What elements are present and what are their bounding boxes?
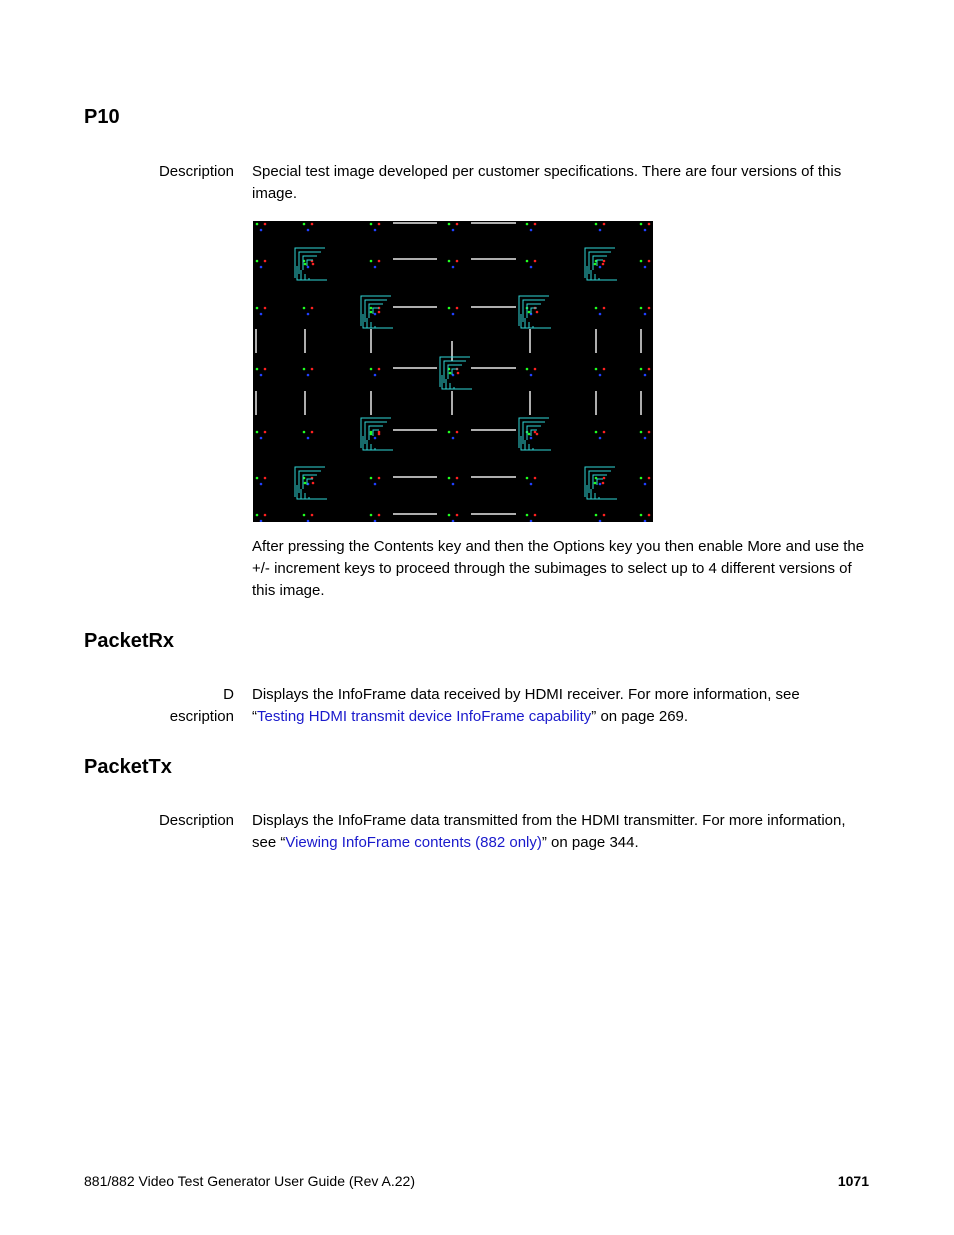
description-text-packettx [252, 810, 870, 854]
dot-green [370, 260, 373, 263]
dot-blue [452, 313, 455, 316]
dot-green [303, 307, 306, 310]
dot-green [526, 514, 529, 517]
p10-test-image [253, 221, 653, 522]
dot-blue [374, 374, 377, 377]
dot-green [595, 223, 598, 226]
dot-red [648, 260, 651, 263]
dot-red [312, 482, 315, 485]
dot-green [256, 514, 259, 517]
dot-green [370, 311, 373, 314]
dot-red [536, 433, 539, 436]
dot-red [602, 263, 605, 266]
description-label-packetrx-line2: escription [169, 708, 234, 725]
dot-red [311, 223, 314, 226]
dot-blue [260, 266, 263, 269]
dot-green [256, 477, 259, 480]
dot-green [256, 223, 259, 226]
dot-green [640, 223, 643, 226]
dot-blue [644, 437, 647, 440]
dot-blue [644, 313, 647, 316]
dot-red [534, 514, 537, 517]
dot-blue [530, 229, 533, 232]
dot-red [264, 307, 267, 310]
dot-blue [644, 266, 647, 269]
dot-red [264, 223, 267, 226]
dot-blue [530, 374, 533, 377]
dot-blue [307, 229, 310, 232]
dot-green [304, 263, 307, 266]
dot-blue [260, 229, 263, 232]
dot-blue [644, 374, 647, 377]
dot-green [594, 482, 597, 485]
dot-blue [599, 437, 602, 440]
dot-blue [599, 483, 602, 486]
dot-red [648, 477, 651, 480]
dot-red [534, 223, 537, 226]
dot-green [640, 514, 643, 517]
dot-red [378, 368, 381, 371]
dot-red [456, 431, 459, 434]
dot-green [448, 260, 451, 263]
dot-red [378, 223, 381, 226]
dot-green [595, 431, 598, 434]
dot-red [378, 311, 381, 314]
dot-red [456, 514, 459, 517]
dot-blue [644, 229, 647, 232]
description-text-p10: Special test image developed per customer specifications. There are four versions of this image. [252, 163, 842, 202]
dot-blue [599, 229, 602, 232]
dot-red [603, 431, 606, 434]
dot-red [311, 431, 314, 434]
section-title-packetrx: PacketRx [84, 630, 175, 652]
dot-green [370, 223, 373, 226]
dot-red [648, 368, 651, 371]
dot-red [603, 477, 606, 480]
dot-blue [599, 266, 602, 269]
dot-green [640, 431, 643, 434]
dot-green [303, 223, 306, 226]
link-viewing-infoframe-contents[interactable]: Viewing InfoFrame contents (882 only) [285, 834, 542, 851]
packetrx-text-before: Displays the InfoFrame data received by HDMI receiver. For more information, see “ [252, 686, 800, 725]
dot-red [602, 482, 605, 485]
dot-red [603, 368, 606, 371]
dot-red [264, 368, 267, 371]
dot-green [256, 368, 259, 371]
dot-red [264, 431, 267, 434]
dot-red [534, 368, 537, 371]
dot-blue [374, 266, 377, 269]
dot-green [303, 431, 306, 434]
dot-blue [452, 266, 455, 269]
dot-red [311, 368, 314, 371]
dot-blue [307, 266, 310, 269]
dot-red [534, 477, 537, 480]
dot-green [303, 514, 306, 517]
dot-blue [374, 483, 377, 486]
dot-green [449, 372, 452, 375]
dot-blue [374, 229, 377, 232]
link-testing-hdmi-infoframe[interactable]: Testing HDMI transmit device InfoFrame capability [257, 708, 592, 725]
dot-red [312, 263, 315, 266]
dot-green [448, 307, 451, 310]
dot-green [526, 260, 529, 263]
dot-red [534, 260, 537, 263]
dot-blue [452, 437, 455, 440]
dot-blue [530, 437, 533, 440]
dot-green [526, 477, 529, 480]
dot-green [256, 260, 259, 263]
dot-green [370, 514, 373, 517]
dot-green [640, 260, 643, 263]
dot-blue [260, 483, 263, 486]
dot-green [595, 514, 598, 517]
dot-red [456, 223, 459, 226]
dot-green [640, 368, 643, 371]
dot-red [264, 260, 267, 263]
dot-red [456, 307, 459, 310]
dot-red [536, 311, 539, 314]
footer-guide-title: 881/882 Video Test Generator User Guide (Rev A.22) [84, 1173, 416, 1189]
dot-blue [599, 313, 602, 316]
dot-green [448, 477, 451, 480]
dot-red [456, 260, 459, 263]
dot-green [304, 482, 307, 485]
dot-red [603, 260, 606, 263]
dot-blue [530, 266, 533, 269]
dot-red [603, 223, 606, 226]
description-label-packetrx-line1: D [223, 686, 234, 703]
packetrx-text-after: ” on page 269. [591, 708, 689, 725]
dot-red [378, 433, 381, 436]
dot-green [370, 433, 373, 436]
dot-red [648, 307, 651, 310]
dot-red [457, 372, 460, 375]
packettx-text-before: Displays the InfoFrame data transmitted from the HDMI transmitter. For more information, see “ [252, 812, 846, 851]
dot-red [378, 477, 381, 480]
description-label-packetrx [170, 684, 234, 728]
dot-green [594, 263, 597, 266]
dot-green [448, 223, 451, 226]
dot-blue [374, 437, 377, 440]
dot-green [256, 307, 259, 310]
dot-green [370, 307, 373, 310]
dot-red [456, 477, 459, 480]
dot-blue [307, 437, 310, 440]
dot-blue [452, 483, 455, 486]
dot-blue [530, 483, 533, 486]
dot-red [378, 514, 381, 517]
section-title-p10: P10 [84, 106, 120, 128]
dot-red [378, 260, 381, 263]
dot-blue [260, 313, 263, 316]
dot-green [595, 368, 598, 371]
dot-red [264, 477, 267, 480]
description-text-packetrx [252, 684, 832, 728]
dot-green [448, 514, 451, 517]
dot-red [648, 223, 651, 226]
dot-blue [260, 437, 263, 440]
dot-blue [307, 313, 310, 316]
section-title-packettx: PacketTx [84, 756, 172, 778]
dot-green [640, 477, 643, 480]
dot-green [528, 311, 531, 314]
dot-red [603, 514, 606, 517]
dot-blue [599, 374, 602, 377]
dot-blue [452, 229, 455, 232]
dot-green [640, 307, 643, 310]
dot-red [648, 514, 651, 517]
dot-red [534, 431, 537, 434]
dot-green [526, 368, 529, 371]
dot-green [595, 307, 598, 310]
dot-green [370, 477, 373, 480]
dot-blue [644, 483, 647, 486]
dot-blue [260, 374, 263, 377]
dot-red [264, 514, 267, 517]
dot-red [311, 514, 314, 517]
dot-green [303, 368, 306, 371]
description-label-packettx: Description [158, 812, 234, 829]
dot-green [448, 431, 451, 434]
dot-blue [374, 313, 377, 316]
description-label-p10: Description [158, 163, 234, 180]
dot-green [526, 223, 529, 226]
after-text-p10: After pressing the Contents key and then the Options key you then enable More and use the +/- increment keys to proceed through the subimages to select up to 4 different versions of this image. [252, 538, 865, 599]
dot-red [311, 307, 314, 310]
packettx-text-after: ” on page 344. [541, 834, 639, 851]
dot-blue [307, 374, 310, 377]
footer-page-number: 1071 [837, 1173, 869, 1189]
dot-green [256, 431, 259, 434]
dot-red [648, 431, 651, 434]
dot-red [603, 307, 606, 310]
dot-green [370, 368, 373, 371]
dot-green [528, 433, 531, 436]
